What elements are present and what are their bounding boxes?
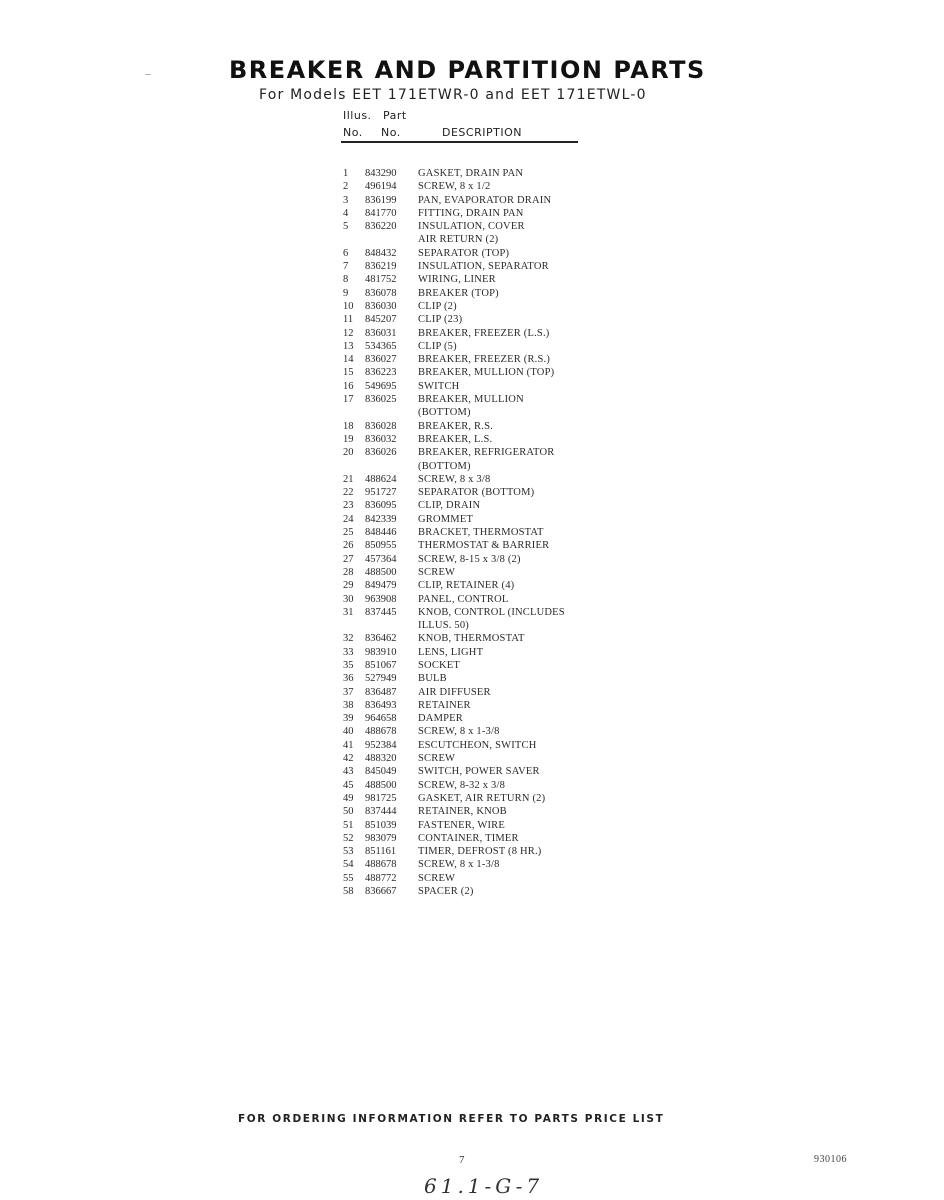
illus-number: 41 [343, 739, 354, 751]
table-row [343, 260, 643, 273]
illus-number: 6 [343, 247, 349, 259]
column-header-illus-top: Illus. [343, 109, 372, 122]
table-row [343, 167, 643, 180]
table-row [343, 765, 643, 778]
part-description: CLIP (5) [418, 340, 457, 352]
part-description: SCREW, 8 x 1-3/8 [418, 726, 500, 738]
table-row [343, 619, 643, 632]
illus-number: 22 [343, 487, 354, 499]
part-number: 836078 [365, 287, 397, 299]
part-number: 951727 [365, 487, 397, 499]
illus-number: 58 [343, 886, 354, 898]
part-description: INSULATION, SEPARATOR [418, 261, 549, 273]
table-row [343, 513, 643, 526]
part-number: 836667 [365, 886, 397, 898]
table-row [343, 446, 643, 459]
part-number: 488772 [365, 872, 397, 884]
illus-number: 9 [343, 287, 349, 299]
part-number: 981725 [365, 792, 397, 804]
illus-number: 52 [343, 832, 354, 844]
part-number: 851161 [365, 846, 397, 858]
part-description: SCREW, 8 x 1-3/8 [418, 859, 500, 871]
table-row [343, 832, 643, 845]
handwritten-mark: 61.1-G-7 [424, 1174, 544, 1198]
part-number: 549695 [365, 380, 397, 392]
illus-number: 18 [343, 420, 354, 432]
illus-number: 7 [343, 261, 349, 273]
table-row [343, 539, 643, 552]
part-description: FASTENER, WIRE [418, 819, 505, 831]
part-number: 836220 [365, 221, 397, 233]
part-number: 836199 [365, 194, 397, 206]
part-description: PAN, EVAPORATOR DRAIN [418, 194, 552, 206]
illus-number: 38 [343, 699, 354, 711]
table-row [343, 725, 643, 738]
part-number: 496194 [365, 181, 397, 193]
table-row [343, 313, 643, 326]
part-number: 836027 [365, 354, 397, 366]
part-description: INSULATION, COVER [418, 221, 525, 233]
illus-number: 8 [343, 274, 349, 286]
part-description: BREAKER, MULLION [418, 394, 524, 406]
illus-number: 2 [343, 181, 349, 193]
part-description: WIRING, LINER [418, 274, 496, 286]
table-row [343, 353, 643, 366]
table-row [343, 526, 643, 539]
column-header-illus-no: No. [343, 126, 363, 139]
part-number: 836095 [365, 500, 397, 512]
table-row [343, 779, 643, 792]
illus-number: 33 [343, 646, 354, 658]
column-header-description: DESCRIPTION [442, 126, 522, 139]
illus-number [343, 619, 365, 632]
illus-number: 50 [343, 806, 354, 818]
illus-number: 53 [343, 846, 354, 858]
illus-number: 15 [343, 367, 354, 379]
table-row [343, 872, 643, 885]
part-number: 964658 [365, 713, 397, 725]
table-row [343, 194, 643, 207]
part-description: GASKET, AIR RETURN (2) [418, 792, 546, 804]
illus-number: 14 [343, 354, 354, 366]
part-number: 481752 [365, 274, 397, 286]
table-row [343, 486, 643, 499]
table-row [343, 553, 643, 566]
table-row [343, 646, 643, 659]
illus-number: 29 [343, 580, 354, 592]
part-number: 488320 [365, 753, 397, 765]
table-row [343, 739, 643, 752]
part-number: 963908 [365, 593, 397, 605]
table-row [343, 566, 643, 579]
illus-number: 3 [343, 194, 349, 206]
illus-number: 5 [343, 221, 349, 233]
part-description: BREAKER (TOP) [418, 287, 499, 299]
part-description: SCREW, 8 x 1/2 [418, 181, 491, 193]
illus-number: 31 [343, 606, 354, 618]
illus-number: 10 [343, 300, 354, 312]
part-description: SCREW, 8-32 x 3/8 [418, 779, 506, 791]
table-row [343, 632, 643, 645]
part-number: 848432 [365, 247, 397, 259]
table-row [343, 180, 643, 193]
illus-number: 39 [343, 713, 354, 725]
part-number [365, 460, 418, 473]
table-row [343, 672, 643, 685]
illus-number: 13 [343, 340, 354, 352]
illus-number [343, 406, 365, 419]
illus-number: 28 [343, 566, 354, 578]
part-description: BREAKER, FREEZER (R.S.) [418, 354, 551, 366]
part-number: 849479 [365, 580, 397, 592]
part-description: ILLUS. 50) [418, 620, 469, 632]
table-row [343, 340, 643, 353]
part-number: 845049 [365, 766, 397, 778]
illus-number: 25 [343, 527, 354, 539]
page-title: BREAKER AND PARTITION PARTS [229, 56, 706, 84]
table-row [343, 420, 643, 433]
illus-number: 4 [343, 207, 349, 219]
part-description: BREAKER, REFRIGERATOR [418, 447, 555, 459]
table-row [343, 473, 643, 486]
part-description: CONTAINER, TIMER [418, 832, 519, 844]
table-row [343, 207, 643, 220]
part-description: AIR RETURN (2) [418, 234, 499, 246]
part-description: BREAKER, R.S. [418, 420, 493, 432]
part-description: SOCKET [418, 659, 461, 671]
part-number: 836025 [365, 394, 397, 406]
illus-number: 51 [343, 819, 354, 831]
illus-number [343, 233, 365, 246]
table-row [343, 579, 643, 592]
table-row [343, 433, 643, 446]
illus-number: 40 [343, 726, 354, 738]
illus-number: 32 [343, 633, 354, 645]
illus-number: 37 [343, 686, 354, 698]
illus-number: 54 [343, 859, 354, 871]
part-description: GASKET, DRAIN PAN [418, 168, 524, 179]
part-description: (BOTTOM) [418, 460, 471, 472]
illus-number: 17 [343, 394, 354, 406]
illus-number: 16 [343, 380, 354, 392]
part-description: BREAKER, FREEZER (L.S.) [418, 327, 550, 339]
table-row [343, 247, 643, 260]
models-subtitle: For Models EET 171ETWR-0 and EET 171ETWL-0 [259, 87, 647, 103]
part-number: 851039 [365, 819, 397, 831]
part-number: 836031 [365, 327, 397, 339]
part-description: SCREW [418, 566, 456, 578]
part-description: AIR DIFFUSER [418, 686, 491, 698]
part-number: 836487 [365, 686, 397, 698]
part-description: SWITCH [418, 380, 460, 392]
parts-table [343, 167, 643, 898]
table-row [343, 233, 643, 246]
part-description: KNOB, THERMOSTAT [418, 633, 525, 645]
illus-number: 30 [343, 593, 354, 605]
part-description: CLIP (2) [418, 300, 457, 312]
part-description: SCREW, 8-15 x 3/8 (2) [418, 553, 521, 565]
table-row [343, 858, 643, 871]
part-description: BREAKER, L.S. [418, 433, 493, 445]
part-number: 836462 [365, 633, 397, 645]
illus-number: 35 [343, 659, 354, 671]
part-number: 983910 [365, 646, 397, 658]
illus-number [343, 460, 365, 473]
table-row [343, 606, 643, 619]
illus-number: 21 [343, 473, 354, 485]
part-description: BREAKER, MULLION (TOP) [418, 367, 555, 379]
part-description: RETAINER [418, 699, 471, 711]
table-row [343, 712, 643, 725]
part-number [365, 619, 418, 632]
part-description: SEPARATOR (BOTTOM) [418, 487, 535, 499]
part-description: KNOB, CONTROL (INCLUDES [418, 606, 565, 618]
part-number: 845207 [365, 314, 397, 326]
table-row [343, 659, 643, 672]
part-number: 488624 [365, 473, 397, 485]
part-description: SPACER (2) [418, 886, 474, 898]
part-description: SCREW, 8 x 3/8 [418, 473, 491, 485]
part-number: 848446 [365, 527, 397, 539]
part-description: SEPARATOR (TOP) [418, 247, 510, 259]
table-row [343, 845, 643, 858]
part-number: 952384 [365, 739, 397, 751]
part-number: 843290 [365, 168, 397, 179]
table-row [343, 287, 643, 300]
part-number: 850955 [365, 540, 397, 552]
table-row [343, 460, 643, 473]
part-number: 836219 [365, 261, 397, 273]
document-code: 930106 [814, 1154, 847, 1165]
part-description: DAMPER [418, 713, 463, 725]
illus-number: 55 [343, 872, 354, 884]
part-description: BRACKET, THERMOSTAT [418, 527, 544, 539]
part-number: 488678 [365, 859, 397, 871]
part-number: 836030 [365, 300, 397, 312]
illus-number: 49 [343, 792, 354, 804]
part-description: LENS, LIGHT [418, 646, 484, 658]
column-header-part-no: No. [381, 126, 401, 139]
part-number: 851067 [365, 659, 397, 671]
part-number: 457364 [365, 553, 397, 565]
table-row [343, 805, 643, 818]
table-row [343, 273, 643, 286]
part-number: 836223 [365, 367, 397, 379]
part-description: GROMMET [418, 513, 474, 525]
part-number: 488500 [365, 779, 397, 791]
table-row [343, 593, 643, 606]
part-description: RETAINER, KNOB [418, 806, 507, 818]
scan-speck [145, 74, 151, 75]
part-description: TIMER, DEFROST (8 HR.) [418, 846, 542, 858]
illus-number: 26 [343, 540, 354, 552]
part-number: 488678 [365, 726, 397, 738]
table-row [343, 393, 643, 406]
illus-number: 36 [343, 673, 354, 685]
table-row [343, 699, 643, 712]
illus-number: 27 [343, 553, 354, 565]
table-row [343, 819, 643, 832]
part-description: CLIP, DRAIN [418, 500, 481, 512]
part-description: SWITCH, POWER SAVER [418, 766, 540, 778]
part-number: 836493 [365, 699, 397, 711]
part-description: THERMOSTAT & BARRIER [418, 540, 550, 552]
ordering-note: FOR ORDERING INFORMATION REFER TO PARTS PRICE LIST [238, 1113, 665, 1125]
part-description: CLIP, RETAINER (4) [418, 580, 515, 592]
table-row [343, 380, 643, 393]
part-description: (BOTTOM) [418, 407, 471, 419]
part-description: SCREW [418, 872, 456, 884]
illus-number: 20 [343, 447, 354, 459]
part-description: BULB [418, 673, 447, 685]
illus-number: 24 [343, 513, 354, 525]
illus-number: 11 [343, 314, 354, 326]
part-number: 534365 [365, 340, 397, 352]
part-number: 836032 [365, 433, 397, 445]
column-header-part-top: Part [383, 109, 407, 122]
table-row [343, 686, 643, 699]
part-description: SCREW [418, 753, 456, 765]
table-row [343, 885, 643, 898]
illus-number: 23 [343, 500, 354, 512]
table-row [343, 406, 643, 419]
part-description: PANEL, CONTROL [418, 593, 509, 605]
table-row [343, 366, 643, 379]
part-number [365, 233, 418, 246]
part-number: 836028 [365, 420, 397, 432]
illus-number: 42 [343, 753, 354, 765]
part-number: 837444 [365, 806, 397, 818]
table-row [343, 300, 643, 313]
part-number: 983079 [365, 832, 397, 844]
table-row [343, 220, 643, 233]
part-number: 841770 [365, 207, 397, 219]
table-row [343, 499, 643, 512]
part-number: 488500 [365, 566, 397, 578]
part-number [365, 406, 418, 419]
part-number: 836026 [365, 447, 397, 459]
illus-number: 12 [343, 327, 354, 339]
part-number: 527949 [365, 673, 397, 685]
table-row [343, 792, 643, 805]
table-row [343, 752, 643, 765]
illus-number: 1 [343, 168, 349, 179]
table-row [343, 327, 643, 340]
part-description: CLIP (23) [418, 314, 463, 326]
illus-number: 45 [343, 779, 354, 791]
page-number: 7 [459, 1154, 465, 1166]
header-rule [341, 141, 578, 143]
part-description: ESCUTCHEON, SWITCH [418, 739, 537, 751]
part-number: 842339 [365, 513, 397, 525]
part-description: FITTING, DRAIN PAN [418, 207, 524, 219]
illus-number: 43 [343, 766, 354, 778]
illus-number: 19 [343, 433, 354, 445]
part-number: 837445 [365, 606, 397, 618]
